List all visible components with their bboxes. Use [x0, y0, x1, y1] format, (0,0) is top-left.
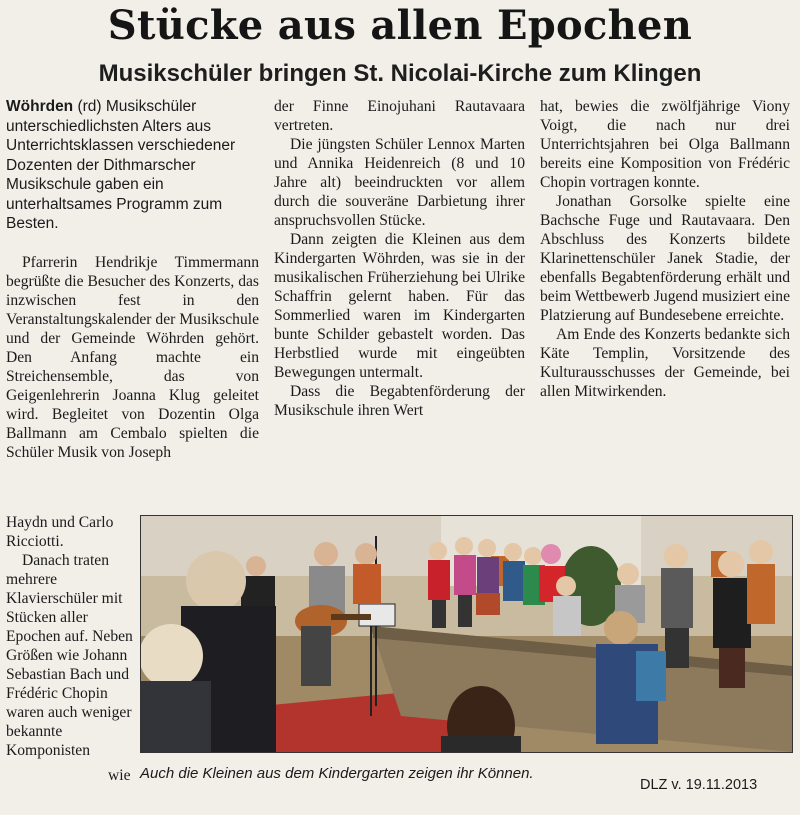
paragraph: Dann zeigten die Kleinen aus dem Kindergarten Wöhrden, was sie in der musikalischen Früherziehung bei Ulrike Schaffrin gelernt haben. Für das Sommerlied waren im Kindergarten bunte Schilder gebastelt worden. Das Herbstlied wurde mit eingeübten Bewegungen untermalt. — [274, 231, 525, 381]
article-column-3 — [540, 97, 790, 401]
source-note: DLZ v. 19.11.2013 — [640, 777, 758, 793]
headline: Stücke aus allen Epochen — [107, 2, 693, 49]
paragraph: Danach traten mehrere Klavierschüler mit Stücken aller Epochen auf. Neben Größen wie Johann Sebastian Bach und Frédéric Chopin waren auch weniger bekannte Komponisten — [6, 552, 133, 759]
paragraph: Die jüngsten Schüler Lennox Marten und Annika Heidenreich (8 und 10 Jahre alt) beeindruckten vor allem durch die souveräne Darbietung ihrer anspruchsvollen Stücke. — [274, 136, 525, 229]
paragraph: Haydn und Carlo Ricciotti. — [6, 514, 114, 550]
subheadline: Musikschüler bringen St. Nicolai-Kirche zum Klingen — [98, 60, 702, 87]
paragraph: Dass die Begabtenförderung der Musikschule ihren Wert — [274, 383, 525, 419]
paragraph: der Finne Einojuhani Rautavaara vertreten. — [274, 98, 525, 134]
article-photo — [140, 515, 793, 753]
concert-photo-illustration — [141, 516, 792, 752]
paragraph: Am Ende des Konzerts bedankte sich Käte Templin, Vorsitzende des Kulturausschusses der Gemeinde, bei allen Mitwirkenden. — [540, 326, 790, 400]
lead-paragraph — [6, 97, 259, 234]
lead-text: (rd) Musikschüler unterschiedlichsten Alters aus Unterrichtsklassen verschiedener Dozenten der Dithmarscher Musikschule gaben ein unterhaltsames Programm zum Besten. — [6, 98, 236, 232]
article-column-bottom — [6, 513, 134, 760]
lead-place: Wöhrden — [6, 98, 74, 115]
paragraph: Jonathan Gorsolke spielte eine Bachsche Fuge und Rautavaara. Den Abschluss des Konzerts bildete Klarinettenschüler Janek Stadie, der ebenfalls Begabtenförderung erhält und beim Wettbewerb Jugend musiziert eine Platzierung auf Bundesebene erreichte. — [540, 193, 790, 324]
paragraph: hat, bewies die zwölfjährige Viony Voigt, die nach nur drei Unterrichtsjahren bei Olga Ballmann bereits eine Komposition von Frédéric Chopin vortragen konnte. — [540, 98, 790, 191]
photo-caption: Auch die Kleinen aus dem Kindergarten zeigen ihr Können. — [140, 765, 534, 782]
paragraph: Pfarrerin Hendrikje Timmermann begrüßte die Besucher des Konzerts, das inzwischen fest in den Veranstaltungskalender der Musikschule und der Gemeinde Wöhrden gehört. Den Anfang machte ein Streichensemble, das von Geigenlehrerin Joanna Klug geleitet wird. Begleitet von Dozentin Olga Ballmann am Cembalo spielten die Schüler Musik von Joseph — [6, 253, 259, 461]
article-column-1 — [6, 97, 259, 462]
paragraph-continuation: wie — [108, 767, 131, 784]
article-column-2 — [274, 97, 525, 420]
